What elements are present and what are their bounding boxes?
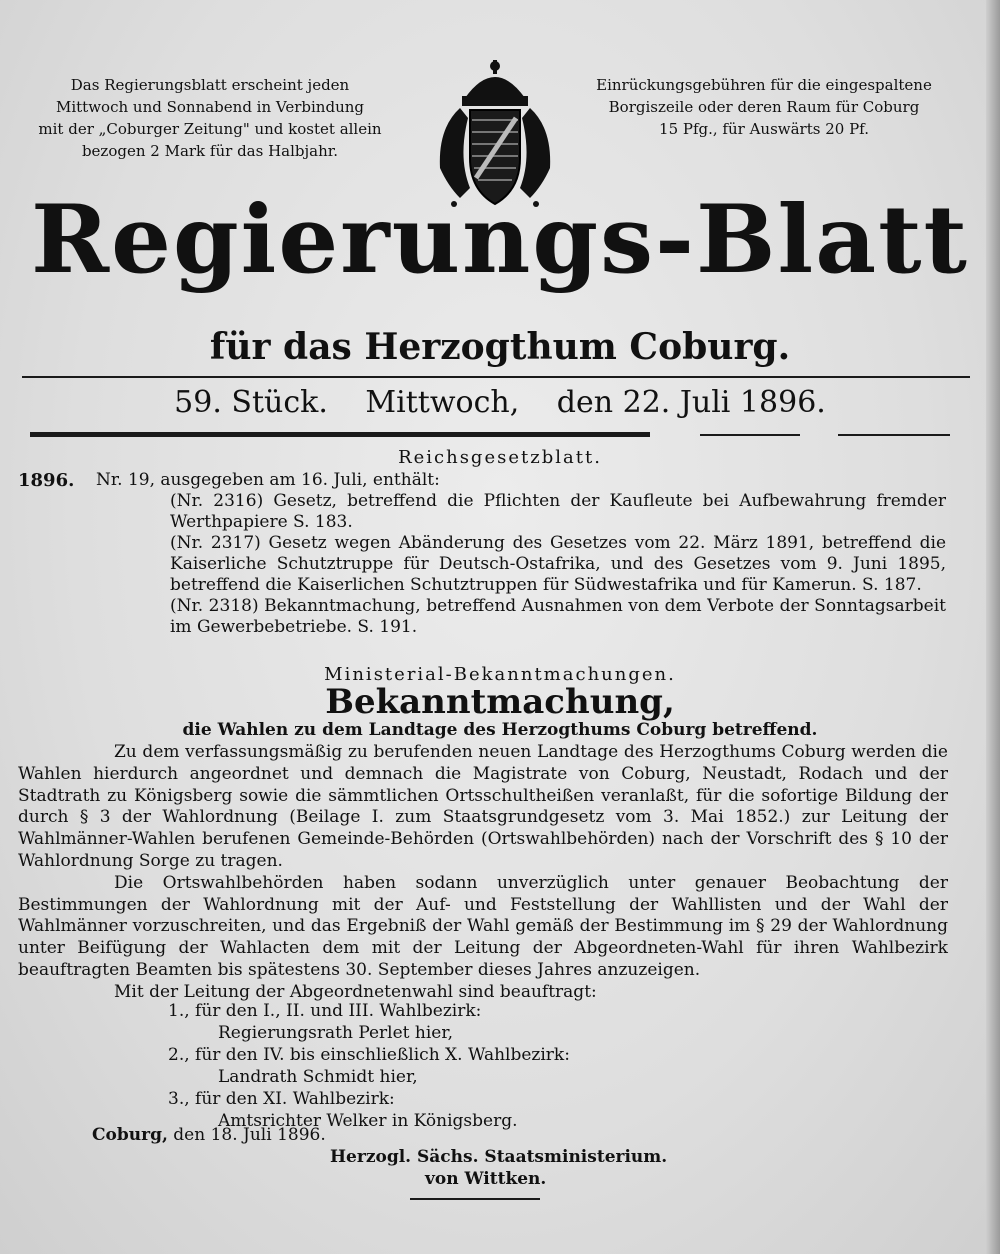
announcement-paragraph: Mit der Leitung der Abgeordnetenwahl sind beauftragt:: [114, 981, 597, 1002]
announcement-paragraph: Zu dem verfassungsmäßig zu berufenden neuen Landtage des Herzogthums Coburg werden die Wahlen hierdurch angeordnet und demnach die Magistrate von Coburg, Neustadt, Rodach und der Stadtrath zu Königsberg sowie die sämmtlichen Ortsschultheißen veranlaßt, für die sofortige Bildung der durch § 3 der Wahlordnung (Beilage I. zum Staatsgrundgesetz vom 3. Mai 1852.) zur Leitung der Wahlmänner-Wahlen berufenen Gemeinde-Behörden (Ortswahlbehörden) nach der Vorschrift des § 10 der Wahlordnung Sorge zu tragen.: [18, 742, 948, 871]
rates-line: Borgiszeile oder deren Raum für Coburg: [608, 98, 920, 116]
rule-double-right: [838, 434, 950, 436]
rule-double-left: [30, 432, 650, 437]
rule-top: [22, 376, 970, 378]
assignment-district: 3., für den XI. Wahlbezirk:: [168, 1089, 395, 1109]
rule-double-mid: [700, 434, 800, 436]
advertising-rates: [594, 74, 934, 140]
signature-place: Coburg,: [92, 1125, 168, 1145]
rates-line: 15 Pfg., für Auswärts 20 Pf.: [659, 120, 869, 138]
assignment-official: Amtsrichter Welker in Königsberg.: [218, 1111, 518, 1131]
announcement-paragraph: Die Ortswahlbehörden haben sodann unverzüglich unter genauer Beobachtung der Bestimmungen der Wahlordnung mit der Auf- und Feststellung der Wahllisten und der Wahl der Wahlmänner vorzuschreiten, und das Ergebniß der Wahl gemäß der Bestimmung im § 29 der Wahlordnung unter Beifügung der Wahlacten dem mit der Leitung der Abgeordneten-Wahl für ihren Wahlbezirk beauftragten Beamten bis spätestens 30. September dieses Jahres anzuzeigen.: [18, 872, 948, 980]
ministerial-heading: Ministerial-Bekanntmachungen.: [324, 664, 676, 685]
signature-name: von Wittken.: [425, 1169, 547, 1189]
assignment-district: 2., für den IV. bis einschließlich X. Wahlbezirk:: [168, 1045, 570, 1065]
law-entry: (Nr. 2318) Bekanntmachung, betreffend Ausnahmen von dem Verbote der Sonntagsarbeit im Gewerbebetriebe. S. 191.: [170, 596, 946, 637]
signature-date: den 18. Juli 1896.: [173, 1125, 326, 1145]
reichsgesetzblatt-contents: [96, 470, 946, 638]
announcement-body: [18, 742, 948, 1004]
law-entry: (Nr. 2317) Gesetz wegen Abänderung des Gesetzes vom 22. März 1891, betreffend die Kaiserliche Schutztruppe für Deutsch-Ostafrika, und des Gesetzes vom 9. Juni 1895, betreffend die Kaiserlichen Schutztruppen für Südwestafrika und für Kamerun. S. 187.: [170, 533, 946, 595]
masthead-subtitle: für das Herzogthum Coburg.: [209, 326, 791, 368]
issue-weekday: Mittwoch,: [365, 385, 520, 420]
subscription-info: [30, 74, 390, 162]
reichsgesetzblatt-year: 1896.: [18, 470, 75, 491]
subscription-line: Das Regierungsblatt erscheint jeden: [70, 76, 350, 94]
subscription-line: Mittwoch und Sonnabend in Verbindung: [56, 98, 364, 116]
assignment-official: Landrath Schmidt hier,: [218, 1067, 418, 1087]
law-entry: (Nr. 2316) Gesetz, betreffend die Pflichten der Kaufleute bei Aufbewahrung fremder Werthpapiere S. 183.: [170, 491, 946, 532]
rates-line: Einrückungsgebühren für die eingespaltene: [596, 76, 932, 94]
closing-rule: [410, 1198, 540, 1200]
assignment-official: Regierungsrath Perlet hier,: [218, 1023, 454, 1043]
issue-line: [0, 380, 1000, 426]
reichsgesetzblatt-heading: Reichsgesetzblatt.: [398, 447, 602, 468]
masthead-title: Regierungs-Blatt: [31, 185, 969, 295]
announcement-subtitle: die Wahlen zu dem Landtage des Herzogthums Coburg betreffend.: [182, 720, 818, 740]
announcement-title: Bekanntmachung,: [325, 682, 675, 722]
subscription-line: bezogen 2 Mark für das Halbjahr.: [81, 142, 339, 160]
assignment-list: [18, 1000, 948, 1132]
signature-place-date: [92, 1124, 326, 1146]
issue-number: 59. Stück.: [174, 385, 328, 420]
assignment-district: 1., für den I., II. und III. Wahlbezirk:: [168, 1001, 482, 1021]
signature-authority: Herzogl. Sächs. Staatsministerium.: [330, 1147, 668, 1167]
subscription-line: mit der „Coburger Zeitung" und kostet allein: [38, 120, 382, 138]
issue-date: den 22. Juli 1896.: [556, 385, 826, 420]
reichsgesetzblatt-intro: Nr. 19, ausgegeben am 16. Juli, enthält:: [96, 470, 440, 490]
